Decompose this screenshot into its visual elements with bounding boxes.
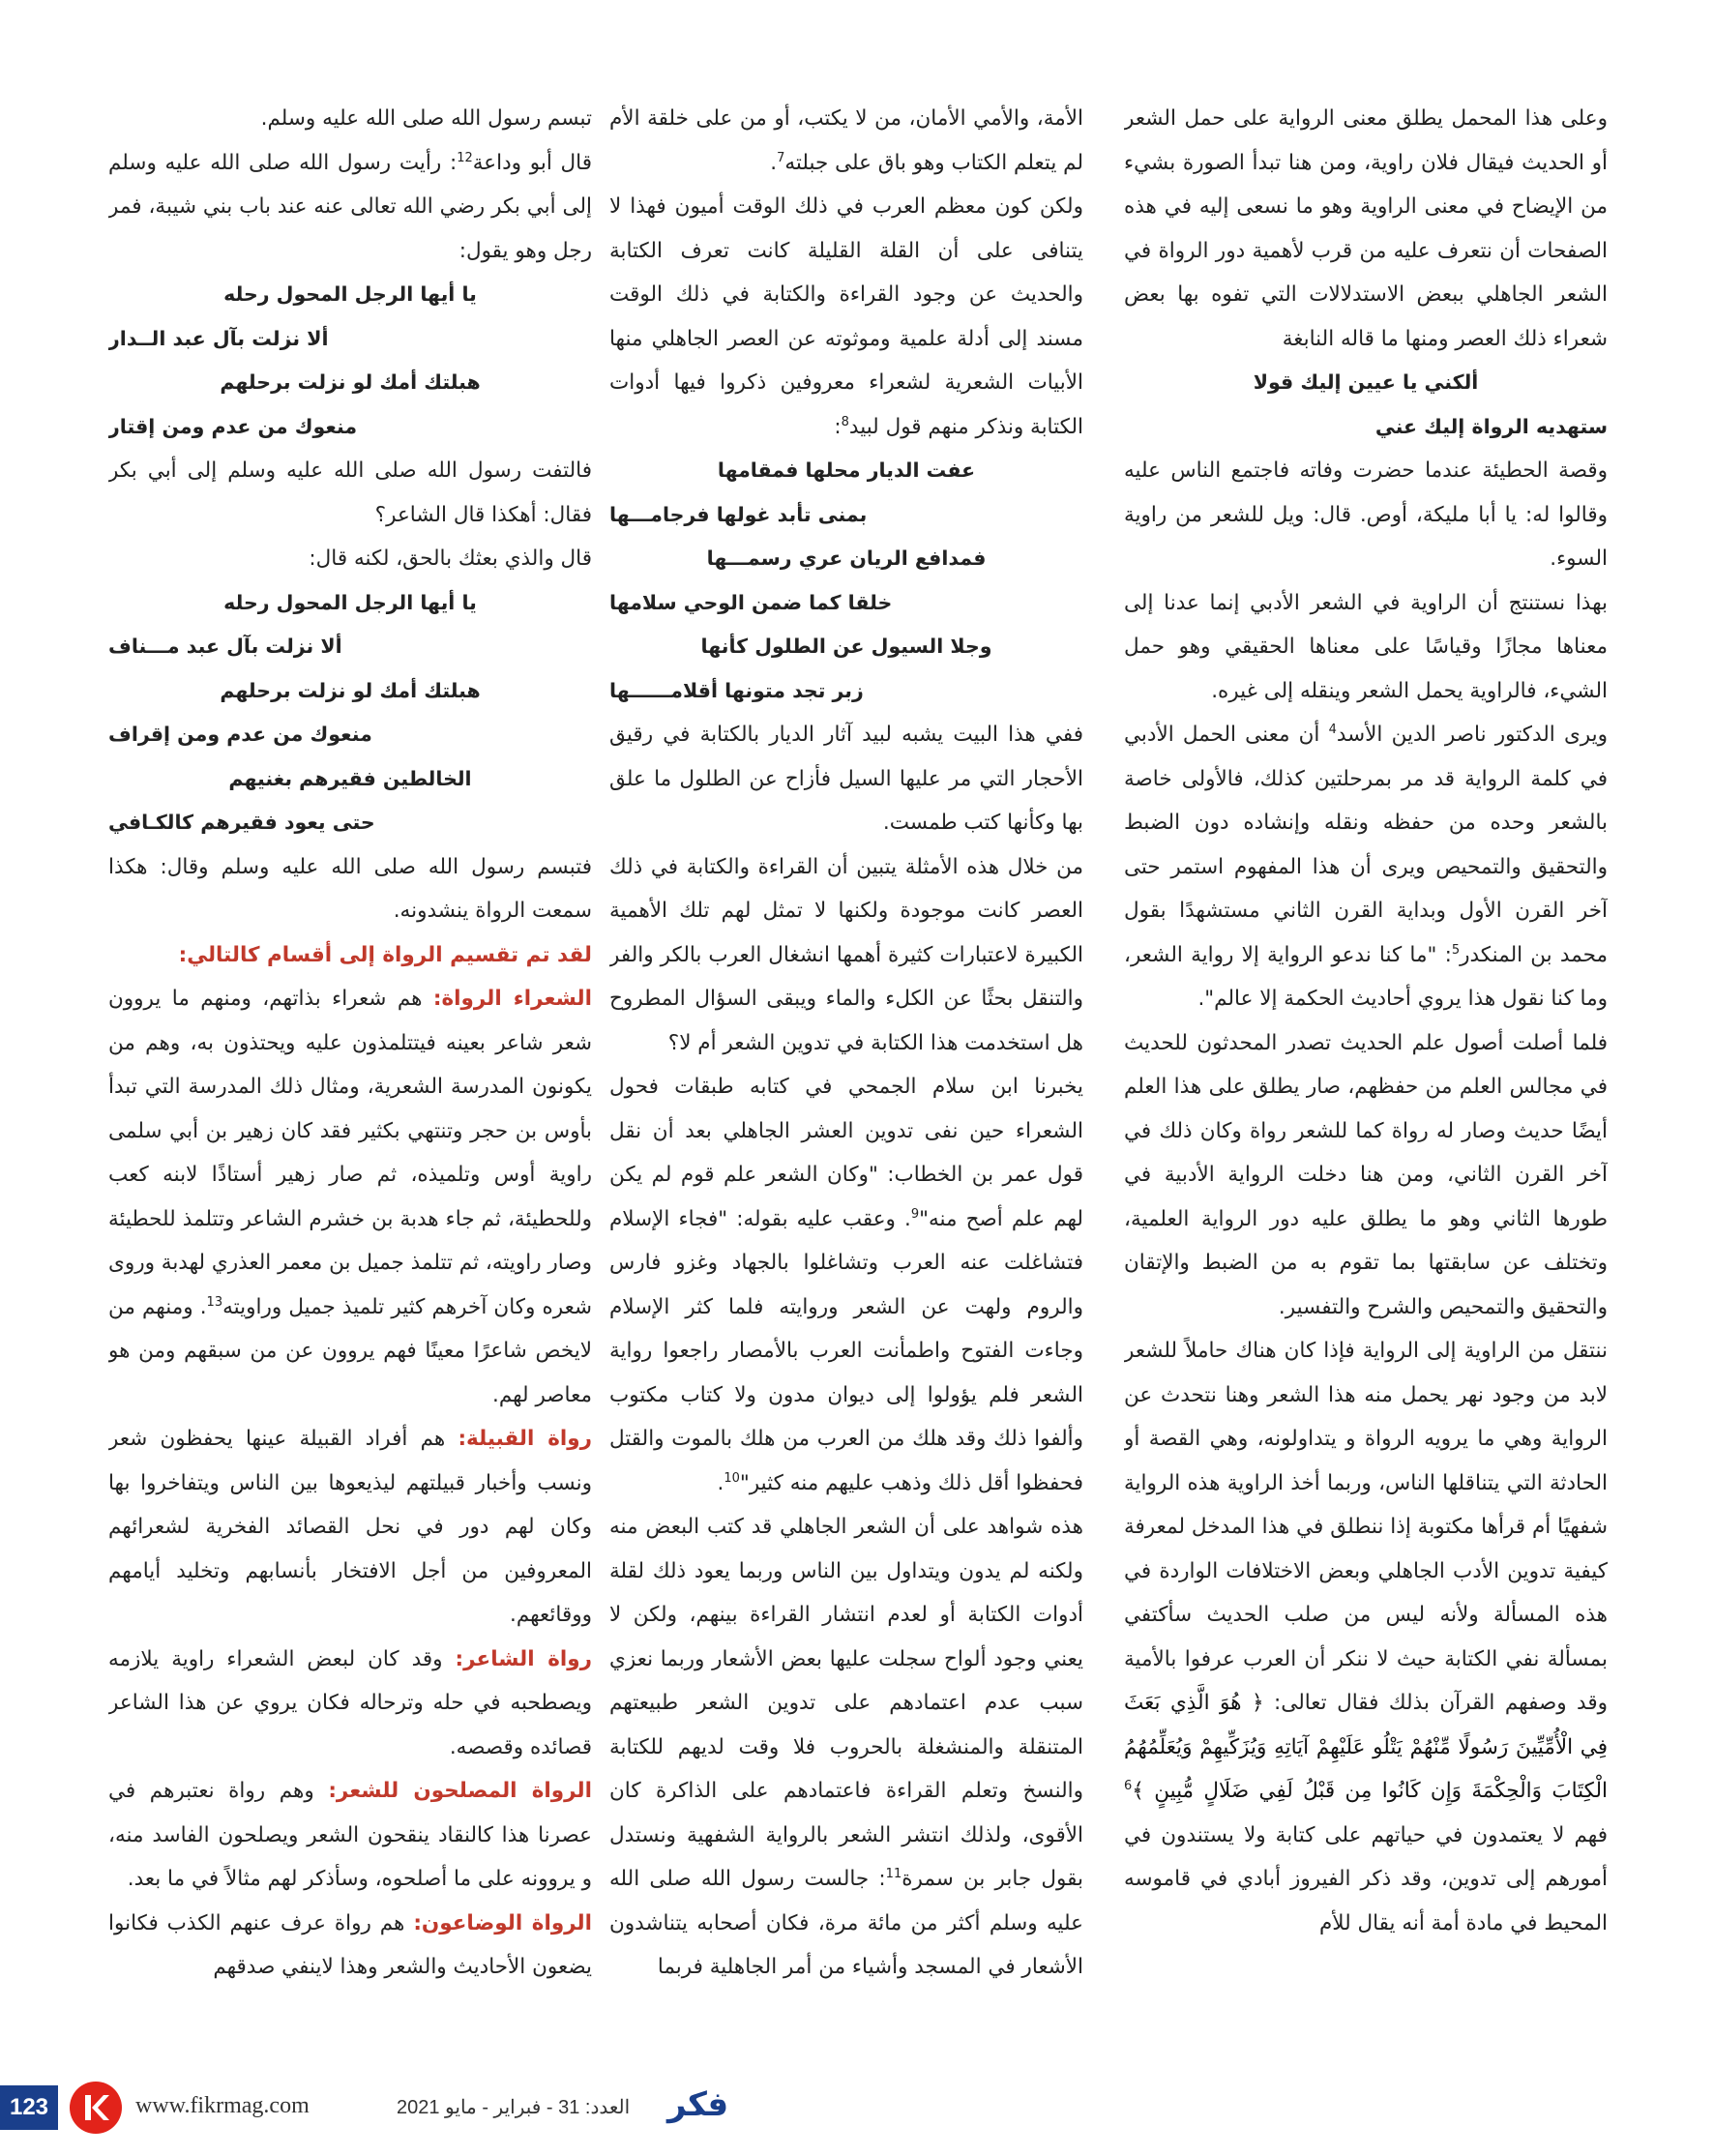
issue-info: العدد: 31 - فبراير - مايو 2021	[397, 2097, 631, 2118]
verse-line: يا أيها الرجل المحول رحله	[223, 282, 477, 306]
term-label: الرواة الوضاعون:	[413, 1910, 592, 1935]
text-run: . وعقب عليه بقوله: "فجاء الإسلام فتشاغلت عنه العرب وتشاغلوا بالجهاد وغزو فارس والروم ولهت عن الشعر وروايته فلما كثر الإسلام وجاءت الفتوح واطمأنت العرب بالأمصار راجعوا رواية الشعر فلم يؤولوا إلى ديوان مدون ولا كتاب مكتوب وألفوا ذلك وقد هلك من العرب من هلك بالموت والقتل فحفظوا أقل ذلك وذهب عليهم منه كثير"	[609, 1206, 1083, 1495]
k-letter-icon	[79, 2091, 112, 2124]
verse-line: ألا نزلت بآل عبد مـــناف	[108, 635, 342, 658]
page-footer	[0, 2080, 1714, 2138]
text-run: يخبرنا ابن سلام الجمحي في كتابه طبقات فحول الشعراء حين نفى تدوين العشر الجاهلي بعد أن نقل قول عمر بن الخطاب: "وكان الشعر علم قوم لم يكن لهم علم أصح منه"	[609, 1075, 1083, 1231]
footnote-ref: 11	[885, 1866, 902, 1881]
paragraph	[108, 1769, 592, 1902]
paragraph: وعلى هذا المحمل يطلق معنى الرواية على حمل الشعر أو الحديث فيقال فلان راوية، ومن هنا تبدأ الصورة بشيء من الإيضاح في معنى الراوية وهو ما نسعى إليه في هذه الصفحات أن نتعرف عليه من قرب لأهمية دور الرواة في الشعر الجاهلي ببعض الاستدلالات التي تفوه بها بعض شعراء ذلك العصر ومنها ما قاله النابغة	[1124, 106, 1608, 351]
footnote-ref: 4	[1328, 722, 1337, 737]
text-run: هم أفراد القبيلة عينها يحفظون شعر ونسب وأخبار قبيلتهم ليذيعوها بين الناس ويتفاخروا بها وكان لهم دور في نحل القصائد الفخرية لشعرائهم المعروفين من أجل الافتخار بأنسابهم وتخليد أيامهم ووقائعهم.	[108, 1427, 592, 1627]
text-run: .	[717, 1470, 724, 1495]
text-run: هذه شواهد على أن الشعر الجاهلي قد كتب البعض منه ولكنه لم يدون ويتداول بين الناس وربما يعود ذلك لقلة أدوات الكتابة أو لعدم انتشار القراءة بينهم، ولكن لا يعني وجود ألواح سجلت عليها بعض الأشعار وربما نعزي سبب عدم اعتمادهم على تدوين الشعر طبيعتهم المتنقلة والمنشغلة بالحروب فلا وقت لديهم للكتابة والنسخ وتعلم القراءة فاعتمادهم على الذاكرة كان الأقوى، ولذلك انتشر الشعر بالرواية الشفهية ونستدل بقول جابر بن سمرة	[609, 1515, 1083, 1891]
footnote-ref: 8	[841, 414, 849, 429]
paragraph: من خلال هذه الأمثلة يتبين أن القراءة والكتابة في ذلك العصر كانت موجودة ولكنها لا تمثل لهم تلك الأهمية الكبيرة لاعتبارات كثيرة أهمها انشغال العرب بالكر والفر والتنقل بحثًا عن الكلء والماء ويبقى السؤال المطروح هل استخدمت هذا الكتابة في تدوين الشعر أم لا؟	[609, 854, 1083, 1055]
verse-line: زبر تجد متونها أقلامــــــها	[609, 678, 864, 702]
article-column-middle	[609, 97, 1083, 2022]
text-run: الأمة، والأمي الأمان، من لا يكتب، أو من على خلقة الأم لم يتعلم الكتاب وهو باق على جبلته	[609, 106, 1083, 175]
paragraph: وقصة الحطيئة عندما حضرت وفاته فاجتمع الناس عليه وقالوا له: يا أبا مليكة، أوص. قال: ويل للشعر من راوية السوء.	[1124, 458, 1608, 571]
text-run: .	[770, 150, 778, 175]
brand-name: فكر	[667, 2085, 729, 2124]
footnote-ref: 12	[457, 150, 473, 165]
verse-line: الخالطين فقيرهم بغنيهم	[228, 766, 472, 790]
paragraph: تبسم رسول الله صلى الله عليه وسلم.	[260, 106, 592, 131]
footnote-ref: 6	[1124, 1778, 1133, 1793]
term-label: الرواة المصلحون للشعر:	[328, 1779, 592, 1803]
verse-line: عفت الديار محلها فمقامها	[717, 458, 976, 482]
text-run: : جالست رسول الله صلى الله عليه وسلم أكثر من مائة مرة، فكان أصحابه يتناشدون الأشعار في المسجد وأشياء من أمر الجاهلية فربما	[609, 1867, 1083, 1979]
footnote-ref: 7	[777, 150, 785, 165]
paragraph: فتبسم رسول الله صلى الله عليه وسلم وقال: هكذا سمعت الرواة ينشدونه.	[108, 854, 592, 923]
footnote-ref: 9	[910, 1206, 920, 1222]
text-run: ويرى الدكتور ناصر الدين الأسد	[1336, 723, 1608, 747]
verse-line: منعوك من عدم ومن إقتار	[108, 414, 358, 438]
paragraph	[108, 1638, 592, 1770]
quran-verse: ﴿ هُوَ الَّذِي بَعَثَ فِي الْأُمِّيِّينَ رَسُولًا مِّنْهُمْ يَتْلُو عَلَيْهِمْ آيَاتِهِ وَيُزَكِّيهِمْ وَيُعَلِّمُهُمُ الْكِتَابَ وَالْحِكْمَةَ وَإِن كَانُوا مِن قَبْلُ لَفِي ضَلَالٍ مُّبِينٍ ﴾	[1124, 1691, 1608, 1803]
term-label: رواة القبيلة:	[458, 1427, 592, 1451]
paragraph	[609, 1065, 1083, 1505]
paragraph: فالتفت رسول الله صلى الله عليه وسلم إلى أبي بكر فقال: أهكذا قال الشاعر؟	[108, 458, 592, 527]
verse-line: حتى يعود فقيرهم كالكـافي	[108, 811, 375, 834]
paragraph	[1124, 1329, 1608, 1945]
text-run: وقد كان لبعض الشعراء راوية يلازمه ويصطحبه في حله وترحاله فكان يروي عن هذا الشاعر قصائده وقصصه.	[108, 1646, 592, 1759]
paragraph	[609, 97, 1083, 185]
verse-line: ألا نزلت بآل عبد الــدار	[108, 326, 329, 350]
verse-line: خلقا كما ضمن الوحي سلامها	[609, 590, 893, 614]
text-run: :	[834, 414, 842, 439]
verse-line: فمدافع الريان عري رسمـــها	[706, 546, 987, 570]
verse-line: ستهديه الرواة إليك عني	[1374, 414, 1608, 438]
magazine-logo-icon	[70, 2082, 122, 2134]
paragraph: قال والذي بعثك بالحق، لكنه قال:	[309, 546, 592, 571]
paragraph	[1124, 581, 1608, 714]
text-run: فهم لا يعتمدون في حياتهم على كتابة ولا يستندون في أمورهم إلى تدوين، وقد ذكر الفيروز أبادي في قاموسه المحيط في مادة أمة أنه يقال للأم	[1124, 1822, 1608, 1935]
term-label: الشعراء الرواة:	[432, 987, 592, 1011]
verse-line: هبلتك أمك لو نزلت برحلهم	[220, 370, 481, 394]
section-heading: لقد تم تقسيم الرواة إلى أقسام كالتالي:	[178, 942, 592, 967]
footnote-ref: 5	[1451, 942, 1461, 958]
verse-line: يا أيها الرجل المحول رحله	[223, 590, 477, 614]
website-link[interactable]: www.fikrmag.com	[135, 2093, 310, 2118]
text-run: . ومنهم من لايخص شاعرًا معينًا فهم يروون عن من سبقهم ومن هو معاصر لهم.	[108, 1294, 592, 1407]
paragraph	[609, 1505, 1083, 1990]
text-run: قال أبو وداعة	[472, 150, 592, 175]
paragraph	[108, 141, 592, 274]
text-run: هم رواة عرف عنهم الكذب فكانوا يضعون الأحاديث والشعر وهذا لاينفي صدقهم	[108, 1910, 592, 1979]
verse-line: هبلتك أمك لو نزلت برحلهم	[220, 678, 481, 702]
paragraph	[108, 977, 592, 1417]
text-run: هم شعراء بذاتهم، ومنهم ما يروون شعر شاعر بعينه فيتتلمذون عليه ويحتذون به، وهم من يكونون المدرسة الشعرية، ومثال ذلك المدرسة التي تبدأ بأوس بن حجر وتنتهي بكثير فقد كان زهير بن أبي سلمى راوية أوس وتلميذه، ثم صار زهير أستاذًا لابنه كعب وللحطيئة، ثم جاء هدبة بن خشرم الشاعر وتتلمذ للحطيئة وصار راويته، ثم تتلمذ جميل بن معمر العذري لهدبة وروى شعره وكان آخرهم كثير تلميذ جميل وراويته	[108, 987, 592, 1319]
verse-line: بمنى تأبد غولها فرجامـــها	[609, 502, 868, 526]
text-run: بهذا نستنتج أن الراوية في الشعر الأدبي إنما عدنا إلى معناها مجازًا وقياسًا على معناها الحقيقي وهو حمل الشيء، فالراوية يحمل الشعر وينقله إلى غيره.	[1124, 590, 1608, 703]
text-run: : "ما كنا ندعو الرواية إلا رواية الشعر، وما كنا نقول هذا يروي أحاديث الحكمة إلا عالم".	[1124, 942, 1608, 1011]
paragraph: فلما أصلت أصول علم الحديث تصدر المحدثون للحديث في مجالس العلم من حفظهم، صار يطلق على هذا العلم أيضًا حديث وصار له رواة كما للشعر رواة وكان ذلك في آخر القرن الثاني، ومن هنا دخلت الرواية الأدبية في طورها الثاني وهو ما يطلق عليه دور الرواية العلمية، وتختلف عن سابقتها بما تقوم به من الضبط والإتقان والتحقيق والتمحيص والشرح والتفسير.	[1124, 1030, 1608, 1319]
text-run: ننتقل من الراوية إلى الرواية فإذا كان هناك حاملاً للشعر لابد من وجود نهر يحمل منه هذا الشعر وهنا نتحدث عن الرواية وهي ما يرويه الرواة و يتداولونه، وهي القصة أو الحادثة التي يتناقلها الناس، وربما أخذ الراوية هذه الرواية شفهيًا أم قرأها مكتوبة إذا ننطلق في هذا المدخل لمعرفة كيفية تدوين الأدب الجاهلي وبعض الاختلافات الواردة في هذه المسألة ولأنه ليس من صلب الحديث سأكتفي بمسألة نفي الكتابة حيث لا ننكر أن العرب عرفوا بالأمية وقد وصفهم القرآن بذلك فقال تعالى:	[1124, 1339, 1608, 1715]
footnote-ref: 10	[724, 1470, 740, 1486]
text-run: ولكن كون معظم العرب في ذلك الوقت أميون فهذا لا يتنافى على أن القلة القليلة كانت تعرف الكتابة والحديث عن وجود القراءة والكتابة في ذلك الوقت مسند إلى أدلة علمية وموثوته عن العصر الجاهلي منها الأبيات الشعرية لشعراء معروفين ذكروا فيها أدوات الكتابة ونذكر منهم قول لبيد	[609, 194, 1083, 439]
text-run: وهم رواة نعتبرهم في عصرنا هذا كالنقاد ينقحون الشعر ويصلحون الفاسد منه، و يروونه على ما أصلحوه، وسأذكر لهم مثالاً في ما بعد.	[108, 1779, 592, 1891]
article-column-right	[1124, 97, 1608, 2022]
text-run: : رأيت رسول الله صلى الله عليه وسلم إلى أبي بكر رضي الله تعالى عنه عند باب بني شيبة، فمر رجل وهو يقول:	[108, 150, 592, 263]
term-label: رواة الشاعر:	[455, 1646, 592, 1671]
verse-line: وجلا السيول عن الطلول كأنها	[700, 635, 992, 658]
verse-line: ألكني يا عيين إليك قولا	[1253, 370, 1479, 394]
paragraph	[108, 1902, 592, 1990]
text-run: أن معنى الحمل الأدبي في كلمة الرواية قد مر بمرحلتين كذلك، فالأولى خاصة بالشعر وحده من حفظه ونقله وإنشاده دون الضبط والتحقيق والتمحيص ويرى أن هذا المفهوم استمر حتى آخر القرن الأول وبداية القرن الثاني مستشهدًا بقول محمد بن المنكدر	[1124, 723, 1608, 967]
article-column-left	[108, 97, 592, 2022]
paragraph	[609, 185, 1083, 449]
paragraph: ففي هذا البيت يشبه لبيد آثار الديار بالكتابة في رقيق الأحجار التي مر عليها السيل فأزاح عن الطلول ما علق بها وكأنها كتب طمست.	[609, 723, 1083, 835]
footnote-ref: 13	[206, 1294, 223, 1310]
paragraph	[1124, 713, 1608, 1021]
paragraph	[108, 1417, 592, 1638]
page-number: 123	[0, 2085, 58, 2130]
verse-line: منعوك من عدم ومن إقراف	[108, 723, 372, 746]
